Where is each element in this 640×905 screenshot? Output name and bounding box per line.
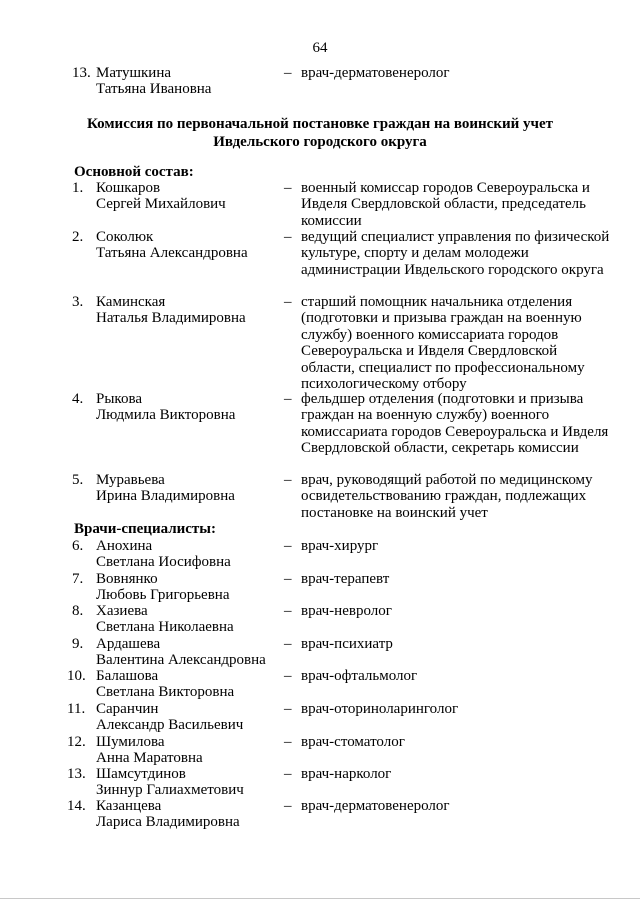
entry-given-name: Ирина Владимировна [96,488,235,505]
main-section-heading: Основной состав: [74,164,194,180]
entry-dash: – [284,734,292,750]
entry-given-name: Анна Маратовна [96,750,203,767]
entry-number: 7. [72,571,84,587]
entry-role: фельдшер отделения (подготовки и призыва граждан на военную службу) военного комиссариата городов Североуральска и Ивделя Свердловской области, секретарь комиссии [301,391,609,457]
entry-surname: Балашова [96,668,159,684]
entry-surname: Соколюк [96,229,154,245]
entry-surname: Шумилова [96,734,165,750]
entry-given-name: Татьяна Александровна [96,245,248,262]
entry-dash: – [284,472,292,488]
entry-surname: Матушкина [96,65,172,81]
entry-number: 3. [72,294,84,310]
entry-surname: Ардашева [96,636,161,652]
entry-role: врач-оториноларинголог [301,701,459,717]
commission-title-line1: Комиссия по первоначальной постановке граждан на воинский учет [87,116,553,132]
entry-role: ведущий специалист управления по физической культуре, спорту и делам молодежи администрации Ивдельского городского округа [301,229,610,278]
entry-given-name: Любовь Григорьевна [96,587,230,604]
entry-number: 1. [72,180,84,196]
entry-role: врач-стоматолог [301,734,405,750]
entry-given-name: Валентина Александровна [96,652,266,669]
entry-number: 11. [67,701,86,717]
entry-given-name: Наталья Владимировна [96,310,246,327]
page-number: 64 [312,40,328,56]
entry-surname: Муравьева [96,472,165,488]
entry-given-name: Светлана Иосифовна [96,554,231,571]
entry-dash: – [284,538,292,554]
entry-given-name: Зиннур Галиахметович [96,782,244,799]
page-bottom-edge [0,898,640,899]
entry-dash: – [284,603,292,619]
entry-number: 4. [72,391,84,407]
entry-number: 12. [67,734,86,750]
entry-number: 8. [72,603,84,619]
entry-surname: Кошкаров [96,180,161,196]
entry-dash: – [284,766,292,782]
entry-dash: – [284,65,292,81]
entry-given-name: Лариса Владимировна [96,814,240,831]
entry-surname: Шамсутдинов [96,766,186,782]
entry-surname: Рыкова [96,391,142,407]
entry-dash: – [284,798,292,814]
entry-role: врач, руководящий работой по медицинскому освидетельствованию граждан, подлежащих постановке на воинский учет [301,472,593,521]
entry-given-name: Татьяна Ивановна [96,81,212,98]
entry-surname: Анохина [96,538,153,554]
entry-surname: Саранчин [96,701,159,717]
entry-dash: – [284,668,292,684]
entry-surname: Вовнянко [96,571,158,587]
entry-surname: Казанцева [96,798,162,814]
entry-role: старший помощник начальника отделения (подготовки и призыва граждан на военную службу) военного комиссариата городов Североуральска и Ивделя Свердловской области, специалист по профессиональному психологическому отбору [301,294,585,393]
entry-role: врач-дерматовенеролог [301,65,450,81]
entry-given-name: Сергей Михайлович [96,196,226,213]
commission-title-line2: Ивдельского городского округа [213,134,427,150]
entry-surname: Хазиева [96,603,148,619]
entry-number: 13. [67,766,86,782]
entry-role: врач-психиатр [301,636,393,652]
entry-number: 14. [67,798,86,814]
entry-given-name: Светлана Николаевна [96,619,234,636]
entry-role: врач-нарколог [301,766,392,782]
entry-dash: – [284,180,292,196]
entry-number: 5. [72,472,84,488]
entry-given-name: Александр Васильевич [96,717,244,734]
entry-dash: – [284,391,292,407]
entry-number: 10. [67,668,86,684]
entry-role: военный комиссар городов Североуральска и Ивделя Свердловской области, председатель комиссии [301,180,590,229]
entry-number: 13. [72,65,91,81]
entry-role: врач-офтальмолог [301,668,418,684]
entry-given-name: Людмила Викторовна [96,407,236,424]
entry-number: 9. [72,636,84,652]
entry-dash: – [284,636,292,652]
entry-number: 2. [72,229,84,245]
entry-dash: – [284,229,292,245]
entry-role: врач-дерматовенеролог [301,798,450,814]
entry-given-name: Светлана Викторовна [96,684,235,701]
entry-dash: – [284,294,292,310]
entry-role: врач-хирург [301,538,379,554]
entry-role: врач-невролог [301,603,392,619]
entry-role: врач-терапевт [301,571,390,587]
entry-dash: – [284,571,292,587]
entry-number: 6. [72,538,84,554]
entry-surname: Каминская [96,294,166,310]
entry-dash: – [284,701,292,717]
doctors-section-heading: Врачи-специалисты: [74,521,217,537]
